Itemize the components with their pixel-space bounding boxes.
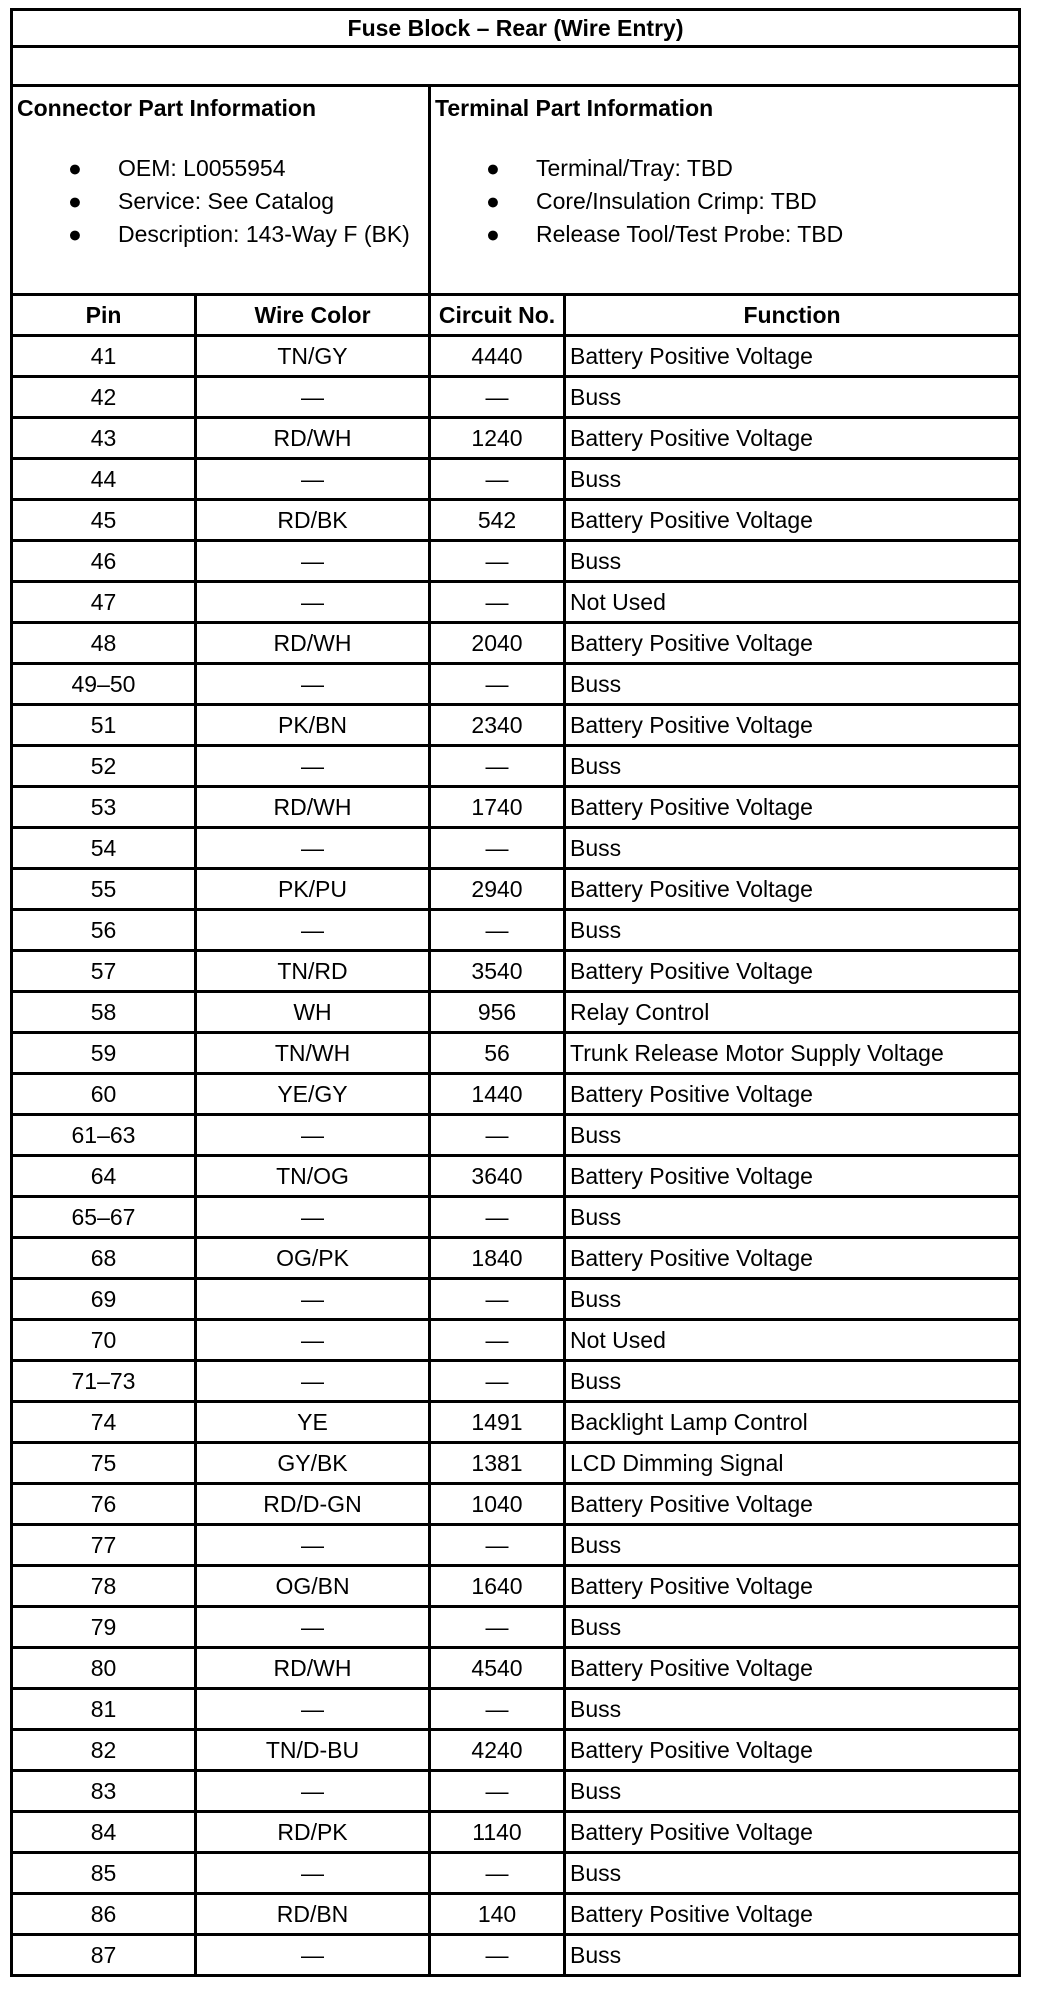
function-cell: Relay Control [565, 992, 1020, 1033]
pin-cell: 68 [12, 1238, 196, 1279]
circuit-no-cell: — [430, 1115, 565, 1156]
function-cell: Buss [565, 1279, 1020, 1320]
pin-rows [12, 336, 1020, 1976]
connector-info-text: OEM: L0055954 [118, 155, 286, 181]
table-row [12, 1197, 1020, 1238]
circuit-no-cell: — [430, 746, 565, 787]
table-row [12, 500, 1020, 541]
wire-color-cell: — [196, 1771, 430, 1812]
function-cell: Buss [565, 828, 1020, 869]
table-row [12, 705, 1020, 746]
wire-color-cell: TN/GY [196, 336, 430, 377]
pin-cell: 58 [12, 992, 196, 1033]
wire-color-cell: RD/PK [196, 1812, 430, 1853]
blank-row [12, 47, 1020, 86]
pin-cell: 41 [12, 336, 196, 377]
function-cell: Buss [565, 1689, 1020, 1730]
wire-color-cell: — [196, 1320, 430, 1361]
function-cell: Buss [565, 746, 1020, 787]
function-cell: Buss [565, 459, 1020, 500]
wire-color-cell: PK/BN [196, 705, 430, 746]
table-row [12, 828, 1020, 869]
function-cell: Battery Positive Voltage [565, 1156, 1020, 1197]
wire-color-cell: RD/WH [196, 623, 430, 664]
function-cell: Battery Positive Voltage [565, 1238, 1020, 1279]
wire-color-cell: — [196, 1853, 430, 1894]
circuit-no-cell: — [430, 1689, 565, 1730]
connector-info-item [13, 152, 428, 185]
table-row [12, 1648, 1020, 1689]
pinout-table [10, 8, 1021, 1977]
wire-color-cell: — [196, 1689, 430, 1730]
wire-color-cell: TN/WH [196, 1033, 430, 1074]
pin-cell: 53 [12, 787, 196, 828]
table-row [12, 1484, 1020, 1525]
wire-color-cell: — [196, 1279, 430, 1320]
pin-cell: 74 [12, 1402, 196, 1443]
function-cell: Battery Positive Voltage [565, 623, 1020, 664]
wire-color-cell: — [196, 1361, 430, 1402]
pin-cell: 83 [12, 1771, 196, 1812]
function-cell: Buss [565, 1361, 1020, 1402]
function-cell: Battery Positive Voltage [565, 1566, 1020, 1607]
connector-info-item [13, 185, 428, 218]
pin-cell: 69 [12, 1279, 196, 1320]
pin-cell: 70 [12, 1320, 196, 1361]
function-cell: Battery Positive Voltage [565, 1484, 1020, 1525]
circuit-no-cell: — [430, 910, 565, 951]
pin-cell: 77 [12, 1525, 196, 1566]
function-cell: Buss [565, 664, 1020, 705]
circuit-no-cell: 2340 [430, 705, 565, 746]
wire-color-cell: — [196, 910, 430, 951]
wire-color-cell: RD/WH [196, 787, 430, 828]
circuit-no-cell: — [430, 1197, 565, 1238]
function-cell: Buss [565, 1525, 1020, 1566]
function-cell: Buss [565, 1935, 1020, 1976]
circuit-no-cell: 1140 [430, 1812, 565, 1853]
connector-info-text: Description: 143-Way F (BK) [118, 221, 410, 247]
function-cell: Buss [565, 377, 1020, 418]
table-row [12, 1115, 1020, 1156]
wire-color-cell: — [196, 1935, 430, 1976]
table-row [12, 582, 1020, 623]
wire-color-cell: RD/D-GN [196, 1484, 430, 1525]
pin-cell: 57 [12, 951, 196, 992]
pin-cell: 81 [12, 1689, 196, 1730]
circuit-no-cell: — [430, 1771, 565, 1812]
table-row [12, 1361, 1020, 1402]
wire-color-cell: OG/PK [196, 1238, 430, 1279]
part-info-row [12, 86, 1020, 295]
table-row [12, 1156, 1020, 1197]
connector-pinout-sheet [10, 8, 1018, 1977]
function-cell: Buss [565, 910, 1020, 951]
function-cell: LCD Dimming Signal [565, 1443, 1020, 1484]
pin-cell: 49–50 [12, 664, 196, 705]
pin-cell: 61–63 [12, 1115, 196, 1156]
table-row [12, 910, 1020, 951]
wire-color-cell: RD/WH [196, 418, 430, 459]
wire-color-cell: — [196, 1525, 430, 1566]
circuit-no-cell: 1240 [430, 418, 565, 459]
wire-color-cell: TN/RD [196, 951, 430, 992]
table-row [12, 1402, 1020, 1443]
table-row [12, 1566, 1020, 1607]
circuit-no-cell: — [430, 1935, 565, 1976]
pin-cell: 52 [12, 746, 196, 787]
function-cell: Buss [565, 1115, 1020, 1156]
terminal-info-item [431, 218, 1018, 251]
wire-color-cell: OG/BN [196, 1566, 430, 1607]
pin-cell: 48 [12, 623, 196, 664]
table-row [12, 787, 1020, 828]
title-row [12, 10, 1020, 47]
circuit-no-cell: — [430, 1607, 565, 1648]
function-cell: Trunk Release Motor Supply Voltage [565, 1033, 1020, 1074]
table-row [12, 746, 1020, 787]
connector-info-text: Service: See Catalog [118, 188, 335, 214]
function-cell: Battery Positive Voltage [565, 418, 1020, 459]
connector-part-info [12, 86, 430, 295]
pin-cell: 56 [12, 910, 196, 951]
terminal-info-heading: Terminal Part Information [435, 95, 714, 121]
wire-color-cell: RD/WH [196, 1648, 430, 1689]
wire-color-cell: — [196, 377, 430, 418]
circuit-no-cell: 2040 [430, 623, 565, 664]
pin-cell: 86 [12, 1894, 196, 1935]
pin-cell: 75 [12, 1443, 196, 1484]
circuit-no-cell: 4540 [430, 1648, 565, 1689]
function-cell: Battery Positive Voltage [565, 1648, 1020, 1689]
terminal-part-info [430, 86, 1020, 295]
circuit-no-cell: 56 [430, 1033, 565, 1074]
pin-cell: 79 [12, 1607, 196, 1648]
wire-color-cell: YE/GY [196, 1074, 430, 1115]
pin-cell: 85 [12, 1853, 196, 1894]
bullet-icon: ● [68, 155, 82, 181]
pin-cell: 42 [12, 377, 196, 418]
function-cell: Battery Positive Voltage [565, 1894, 1020, 1935]
wire-color-cell: WH [196, 992, 430, 1033]
circuit-no-cell: 1381 [430, 1443, 565, 1484]
terminal-info-text: Core/Insulation Crimp: TBD [536, 188, 817, 214]
circuit-no-cell: — [430, 459, 565, 500]
function-cell: Battery Positive Voltage [565, 1074, 1020, 1115]
pin-cell: 54 [12, 828, 196, 869]
table-row [12, 1279, 1020, 1320]
circuit-no-cell: 3540 [430, 951, 565, 992]
pin-cell: 71–73 [12, 1361, 196, 1402]
wire-color-cell: — [196, 541, 430, 582]
column-header-row [12, 295, 1020, 336]
function-cell: Buss [565, 1771, 1020, 1812]
pin-cell: 76 [12, 1484, 196, 1525]
table-row [12, 1812, 1020, 1853]
circuit-no-cell: 2940 [430, 869, 565, 910]
circuit-no-cell: — [430, 1279, 565, 1320]
function-cell: Battery Positive Voltage [565, 500, 1020, 541]
table-row [12, 869, 1020, 910]
function-cell: Battery Positive Voltage [565, 869, 1020, 910]
wire-color-cell: — [196, 664, 430, 705]
terminal-info-text: Terminal/Tray: TBD [536, 155, 733, 181]
wire-color-cell: RD/BN [196, 1894, 430, 1935]
wire-color-cell: — [196, 1115, 430, 1156]
header-pin: Pin [12, 295, 196, 336]
wire-color-cell: TN/D-BU [196, 1730, 430, 1771]
table-row [12, 541, 1020, 582]
wire-color-cell: — [196, 459, 430, 500]
circuit-no-cell: 1640 [430, 1566, 565, 1607]
connector-info-heading: Connector Part Information [17, 95, 317, 121]
pin-cell: 80 [12, 1648, 196, 1689]
wire-color-cell: — [196, 828, 430, 869]
pin-cell: 44 [12, 459, 196, 500]
table-row [12, 1320, 1020, 1361]
pin-cell: 60 [12, 1074, 196, 1115]
pin-cell: 45 [12, 500, 196, 541]
function-cell: Backlight Lamp Control [565, 1402, 1020, 1443]
function-cell: Battery Positive Voltage [565, 1730, 1020, 1771]
bullet-icon: ● [486, 155, 500, 181]
pin-cell: 46 [12, 541, 196, 582]
table-row [12, 623, 1020, 664]
circuit-no-cell: — [430, 377, 565, 418]
function-cell: Battery Positive Voltage [565, 336, 1020, 377]
wire-color-cell: — [196, 746, 430, 787]
header-circuit-no: Circuit No. [430, 295, 565, 336]
circuit-no-cell: — [430, 664, 565, 705]
circuit-no-cell: 3640 [430, 1156, 565, 1197]
bullet-icon: ● [68, 188, 82, 214]
function-cell: Battery Positive Voltage [565, 951, 1020, 992]
pin-cell: 65–67 [12, 1197, 196, 1238]
pin-cell: 55 [12, 869, 196, 910]
terminal-info-text: Release Tool/Test Probe: TBD [536, 221, 844, 247]
table-row [12, 1771, 1020, 1812]
table-row [12, 1033, 1020, 1074]
connector-info-item [13, 218, 428, 251]
table-row [12, 951, 1020, 992]
terminal-info-list [431, 152, 1018, 251]
circuit-no-cell: — [430, 1525, 565, 1566]
function-cell: Buss [565, 541, 1020, 582]
header-wire-color: Wire Color [196, 295, 430, 336]
terminal-info-item [431, 152, 1018, 185]
circuit-no-cell: — [430, 1361, 565, 1402]
pin-cell: 51 [12, 705, 196, 746]
header-function: Function [565, 295, 1020, 336]
wire-color-cell: RD/BK [196, 500, 430, 541]
circuit-no-cell: 4240 [430, 1730, 565, 1771]
function-cell: Battery Positive Voltage [565, 787, 1020, 828]
pin-cell: 47 [12, 582, 196, 623]
table-row [12, 1238, 1020, 1279]
circuit-no-cell: 1440 [430, 1074, 565, 1115]
table-row [12, 336, 1020, 377]
table-row [12, 1607, 1020, 1648]
circuit-no-cell: 4440 [430, 336, 565, 377]
circuit-no-cell: — [430, 541, 565, 582]
circuit-no-cell: — [430, 828, 565, 869]
wire-color-cell: — [196, 582, 430, 623]
circuit-no-cell: 140 [430, 1894, 565, 1935]
table-row [12, 377, 1020, 418]
function-cell: Battery Positive Voltage [565, 1812, 1020, 1853]
table-title: Fuse Block – Rear (Wire Entry) [12, 10, 1020, 47]
table-row [12, 992, 1020, 1033]
terminal-info-item [431, 185, 1018, 218]
circuit-no-cell: 1040 [430, 1484, 565, 1525]
table-row [12, 1853, 1020, 1894]
circuit-no-cell: 1491 [430, 1402, 565, 1443]
table-row [12, 459, 1020, 500]
function-cell: Battery Positive Voltage [565, 705, 1020, 746]
wire-color-cell: YE [196, 1402, 430, 1443]
pin-cell: 84 [12, 1812, 196, 1853]
wire-color-cell: — [196, 1607, 430, 1648]
function-cell: Buss [565, 1853, 1020, 1894]
wire-color-cell: — [196, 1197, 430, 1238]
pin-cell: 87 [12, 1935, 196, 1976]
table-row [12, 1730, 1020, 1771]
table-row [12, 1935, 1020, 1976]
blank-cell [12, 47, 1020, 86]
table-row [12, 1074, 1020, 1115]
circuit-no-cell: — [430, 1853, 565, 1894]
function-cell: Not Used [565, 1320, 1020, 1361]
table-row [12, 1689, 1020, 1730]
table-row [12, 1525, 1020, 1566]
pin-cell: 78 [12, 1566, 196, 1607]
function-cell: Not Used [565, 582, 1020, 623]
circuit-no-cell: 1840 [430, 1238, 565, 1279]
table-row [12, 1894, 1020, 1935]
bullet-icon: ● [68, 221, 82, 247]
bullet-icon: ● [486, 188, 500, 214]
wire-color-cell: GY/BK [196, 1443, 430, 1484]
pin-cell: 64 [12, 1156, 196, 1197]
function-cell: Buss [565, 1607, 1020, 1648]
circuit-no-cell: — [430, 582, 565, 623]
table-row [12, 664, 1020, 705]
bullet-icon: ● [486, 221, 500, 247]
pin-cell: 59 [12, 1033, 196, 1074]
wire-color-cell: TN/OG [196, 1156, 430, 1197]
table-row [12, 418, 1020, 459]
circuit-no-cell: — [430, 1320, 565, 1361]
function-cell: Buss [565, 1197, 1020, 1238]
wire-color-cell: PK/PU [196, 869, 430, 910]
connector-info-list [13, 152, 428, 251]
circuit-no-cell: 542 [430, 500, 565, 541]
pin-cell: 82 [12, 1730, 196, 1771]
pin-cell: 43 [12, 418, 196, 459]
circuit-no-cell: 1740 [430, 787, 565, 828]
table-row [12, 1443, 1020, 1484]
circuit-no-cell: 956 [430, 992, 565, 1033]
